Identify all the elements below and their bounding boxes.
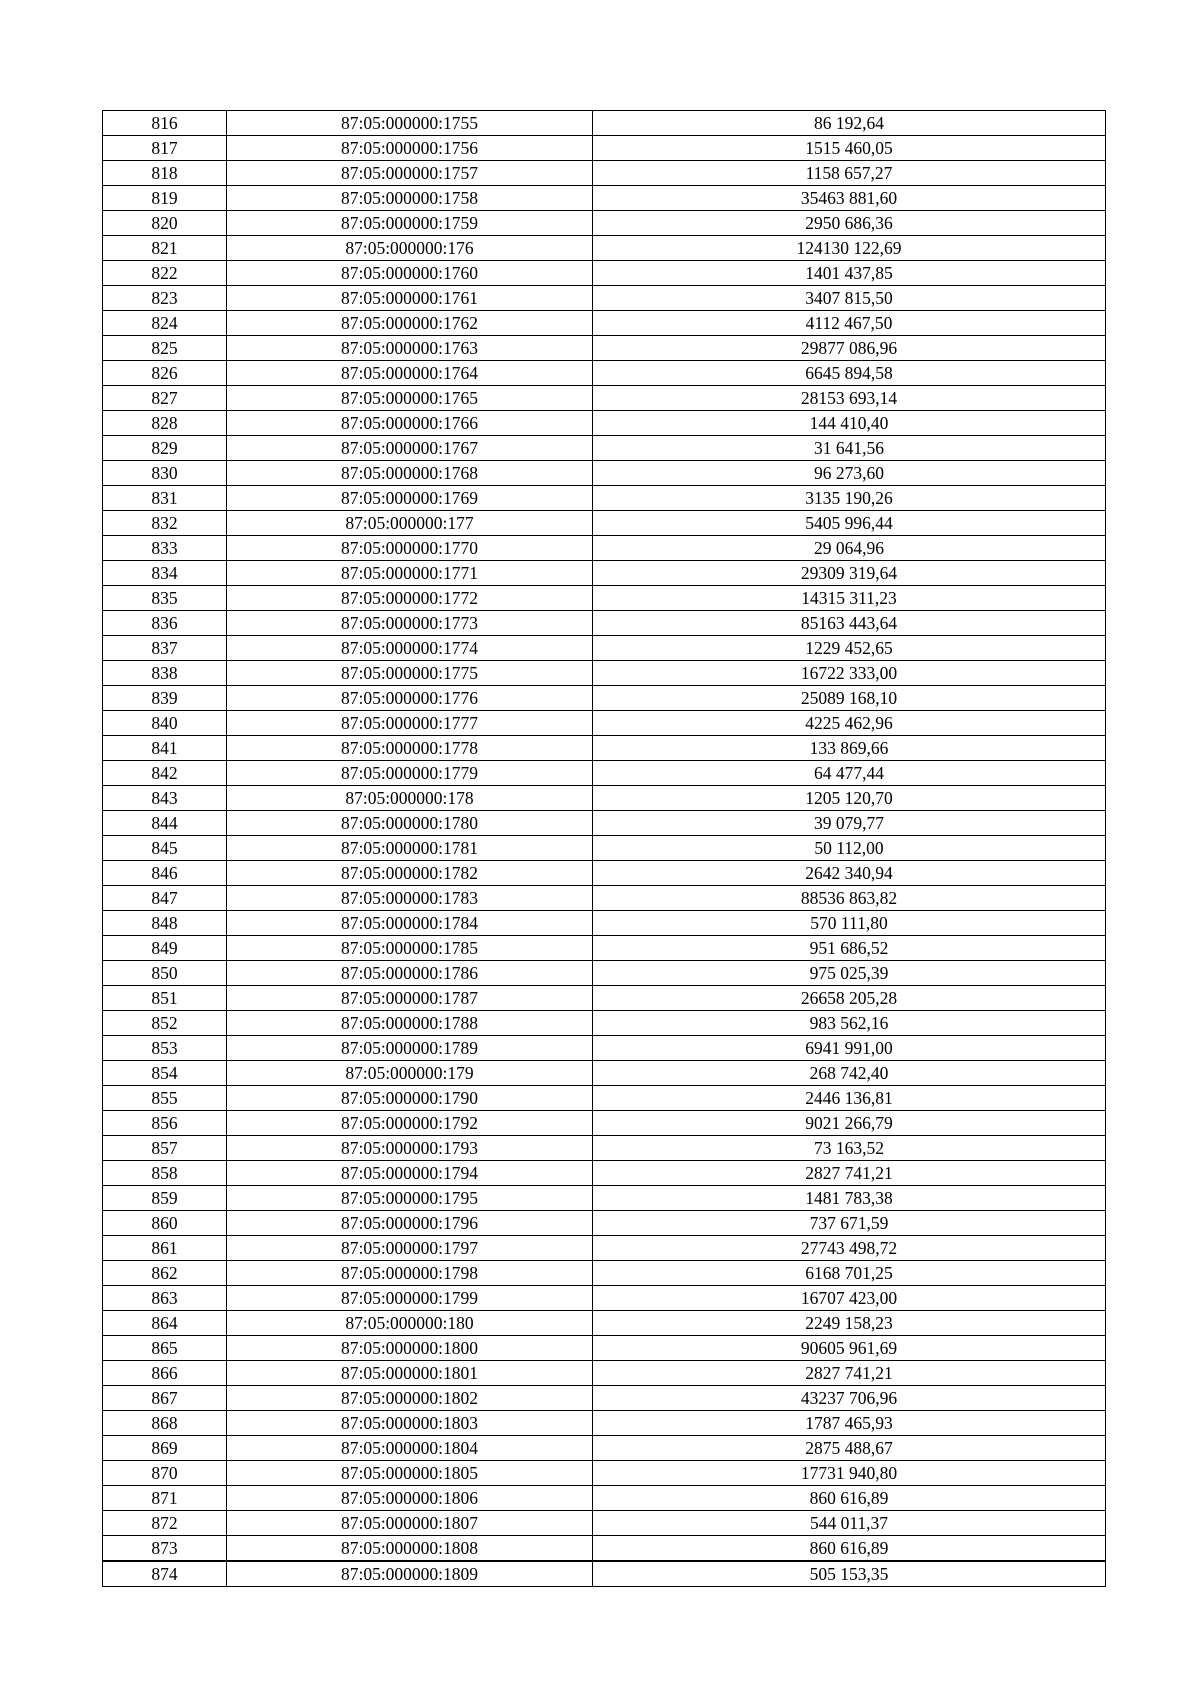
- cadastral-value-cell: 28153 693,14: [593, 386, 1106, 411]
- table-row: [103, 1161, 1106, 1186]
- cadastral-value-cell: 3407 815,50: [593, 286, 1106, 311]
- row-number-cell: 816: [103, 111, 227, 136]
- table-row: [103, 1411, 1106, 1436]
- cadastral-value-cell: 14315 311,23: [593, 586, 1106, 611]
- row-number-cell: 857: [103, 1136, 227, 1161]
- cadastral-value-cell: 43237 706,96: [593, 1386, 1106, 1411]
- cadastral-number-cell: 87:05:000000:1762: [227, 311, 593, 336]
- cadastral-number-cell: 87:05:000000:1767: [227, 436, 593, 461]
- cadastral-value-cell: 16722 333,00: [593, 661, 1106, 686]
- row-number-cell: 851: [103, 986, 227, 1011]
- table-row: [103, 261, 1106, 286]
- cadastral-number-cell: 87:05:000000:1768: [227, 461, 593, 486]
- table-row: [103, 1186, 1106, 1211]
- cadastral-value-cell: 1481 783,38: [593, 1186, 1106, 1211]
- cadastral-value-cell: 1515 460,05: [593, 136, 1106, 161]
- table-row: [103, 1511, 1106, 1536]
- table-row: [103, 186, 1106, 211]
- cadastral-number-cell: 87:05:000000:1759: [227, 211, 593, 236]
- table-row: [103, 1286, 1106, 1311]
- table-row: [103, 1461, 1106, 1486]
- cadastral-number-cell: 87:05:000000:1784: [227, 911, 593, 936]
- cadastral-value-cell: 144 410,40: [593, 411, 1106, 436]
- cadastral-value-cell: 26658 205,28: [593, 986, 1106, 1011]
- row-number-cell: 867: [103, 1386, 227, 1411]
- row-number-cell: 824: [103, 311, 227, 336]
- row-number-cell: 870: [103, 1461, 227, 1486]
- cadastral-number-cell: 87:05:000000:1809: [227, 1561, 593, 1587]
- cadastral-value-cell: 17731 940,80: [593, 1461, 1106, 1486]
- cadastral-number-cell: 87:05:000000:1802: [227, 1386, 593, 1411]
- cadastral-value-cell: 9021 266,79: [593, 1111, 1106, 1136]
- table-row: [103, 1236, 1106, 1261]
- table-row: [103, 1061, 1106, 1086]
- cadastral-value-cell: 64 477,44: [593, 761, 1106, 786]
- table-row: [103, 861, 1106, 886]
- table-row: [103, 1311, 1106, 1336]
- cadastral-number-cell: 87:05:000000:1788: [227, 1011, 593, 1036]
- cadastral-number-cell: 87:05:000000:176: [227, 236, 593, 261]
- cadastral-value-cell: 544 011,37: [593, 1511, 1106, 1536]
- table-row: [103, 1486, 1106, 1511]
- cadastral-number-cell: 87:05:000000:1804: [227, 1436, 593, 1461]
- cadastral-value-cell: 96 273,60: [593, 461, 1106, 486]
- row-number-cell: 820: [103, 211, 227, 236]
- table-row: [103, 611, 1106, 636]
- cadastral-value-cell: 29 064,96: [593, 536, 1106, 561]
- table-row: [103, 1011, 1106, 1036]
- table-row: [103, 286, 1106, 311]
- table-body: [103, 111, 1106, 1587]
- cadastral-number-cell: 87:05:000000:1763: [227, 336, 593, 361]
- row-number-cell: 860: [103, 1211, 227, 1236]
- table-row: [103, 1336, 1106, 1361]
- cadastral-value-cell: 2642 340,94: [593, 861, 1106, 886]
- cadastral-number-cell: 87:05:000000:1785: [227, 936, 593, 961]
- cadastral-number-cell: 87:05:000000:1789: [227, 1036, 593, 1061]
- cadastral-value-table: [102, 110, 1106, 1587]
- table-row: [103, 111, 1106, 136]
- table-row: [103, 811, 1106, 836]
- cadastral-number-cell: 87:05:000000:1772: [227, 586, 593, 611]
- cadastral-number-cell: 87:05:000000:1764: [227, 361, 593, 386]
- table-row: [103, 436, 1106, 461]
- table-row: [103, 1561, 1106, 1587]
- cadastral-number-cell: 87:05:000000:1766: [227, 411, 593, 436]
- row-number-cell: 861: [103, 1236, 227, 1261]
- row-number-cell: 854: [103, 1061, 227, 1086]
- cadastral-number-cell: 87:05:000000:1787: [227, 986, 593, 1011]
- cadastral-value-cell: 2827 741,21: [593, 1361, 1106, 1386]
- cadastral-number-cell: 87:05:000000:1775: [227, 661, 593, 686]
- cadastral-value-cell: 6168 701,25: [593, 1261, 1106, 1286]
- cadastral-value-cell: 73 163,52: [593, 1136, 1106, 1161]
- table-row: [103, 786, 1106, 811]
- cadastral-value-cell: 88536 863,82: [593, 886, 1106, 911]
- row-number-cell: 834: [103, 561, 227, 586]
- cadastral-number-cell: 87:05:000000:1797: [227, 1236, 593, 1261]
- row-number-cell: 840: [103, 711, 227, 736]
- table-row: [103, 886, 1106, 911]
- cadastral-value-cell: 29309 319,64: [593, 561, 1106, 586]
- cadastral-number-cell: 87:05:000000:179: [227, 1061, 593, 1086]
- table-row: [103, 1361, 1106, 1386]
- row-number-cell: 871: [103, 1486, 227, 1511]
- row-number-cell: 831: [103, 486, 227, 511]
- cadastral-number-cell: 87:05:000000:1771: [227, 561, 593, 586]
- cadastral-value-cell: 1205 120,70: [593, 786, 1106, 811]
- cadastral-value-cell: 983 562,16: [593, 1011, 1106, 1036]
- row-number-cell: 826: [103, 361, 227, 386]
- table-row: [103, 361, 1106, 386]
- cadastral-value-cell: 2875 488,67: [593, 1436, 1106, 1461]
- table-row: [103, 636, 1106, 661]
- cadastral-value-cell: 4112 467,50: [593, 311, 1106, 336]
- row-number-cell: 822: [103, 261, 227, 286]
- row-number-cell: 846: [103, 861, 227, 886]
- row-number-cell: 833: [103, 536, 227, 561]
- table-row: [103, 1261, 1106, 1286]
- cadastral-value-cell: 5405 996,44: [593, 511, 1106, 536]
- row-number-cell: 843: [103, 786, 227, 811]
- cadastral-number-cell: 87:05:000000:1783: [227, 886, 593, 911]
- cadastral-value-cell: 90605 961,69: [593, 1336, 1106, 1361]
- row-number-cell: 844: [103, 811, 227, 836]
- cadastral-number-cell: 87:05:000000:1800: [227, 1336, 593, 1361]
- cadastral-value-cell: 86 192,64: [593, 111, 1106, 136]
- table-row: [103, 1211, 1106, 1236]
- cadastral-number-cell: 87:05:000000:1774: [227, 636, 593, 661]
- table-row: [103, 911, 1106, 936]
- cadastral-number-cell: 87:05:000000:1786: [227, 961, 593, 986]
- cadastral-number-cell: 87:05:000000:1796: [227, 1211, 593, 1236]
- cadastral-value-cell: 951 686,52: [593, 936, 1106, 961]
- cadastral-number-cell: 87:05:000000:1795: [227, 1186, 593, 1211]
- cadastral-number-cell: 87:05:000000:1756: [227, 136, 593, 161]
- row-number-cell: 838: [103, 661, 227, 686]
- table-row: [103, 136, 1106, 161]
- table-row: [103, 1136, 1106, 1161]
- table-row: [103, 336, 1106, 361]
- cadastral-number-cell: 87:05:000000:1760: [227, 261, 593, 286]
- table-row: [103, 161, 1106, 186]
- row-number-cell: 818: [103, 161, 227, 186]
- row-number-cell: 868: [103, 1411, 227, 1436]
- cadastral-number-cell: 87:05:000000:1761: [227, 286, 593, 311]
- cadastral-value-cell: 570 111,80: [593, 911, 1106, 936]
- cadastral-value-cell: 29877 086,96: [593, 336, 1106, 361]
- cadastral-number-cell: 87:05:000000:1782: [227, 861, 593, 886]
- table-row: [103, 211, 1106, 236]
- row-number-cell: 858: [103, 1161, 227, 1186]
- row-number-cell: 859: [103, 1186, 227, 1211]
- table-row: [103, 1536, 1106, 1562]
- cadastral-value-cell: 39 079,77: [593, 811, 1106, 836]
- cadastral-value-cell: 31 641,56: [593, 436, 1106, 461]
- cadastral-value-cell: 3135 190,26: [593, 486, 1106, 511]
- table-row: [103, 661, 1106, 686]
- table-row: [103, 536, 1106, 561]
- cadastral-value-cell: 6645 894,58: [593, 361, 1106, 386]
- row-number-cell: 863: [103, 1286, 227, 1311]
- cadastral-number-cell: 87:05:000000:1773: [227, 611, 593, 636]
- cadastral-number-cell: 87:05:000000:1757: [227, 161, 593, 186]
- table-row: [103, 936, 1106, 961]
- row-number-cell: 817: [103, 136, 227, 161]
- table-row: [103, 961, 1106, 986]
- cadastral-value-cell: 85163 443,64: [593, 611, 1106, 636]
- cadastral-value-cell: 133 869,66: [593, 736, 1106, 761]
- row-number-cell: 821: [103, 236, 227, 261]
- row-number-cell: 856: [103, 1111, 227, 1136]
- table-row: [103, 586, 1106, 611]
- cadastral-value-cell: 6941 991,00: [593, 1036, 1106, 1061]
- table-row: [103, 711, 1106, 736]
- row-number-cell: 827: [103, 386, 227, 411]
- row-number-cell: 825: [103, 336, 227, 361]
- table-row: [103, 511, 1106, 536]
- table-row: [103, 1086, 1106, 1111]
- cadastral-number-cell: 87:05:000000:1755: [227, 111, 593, 136]
- table-row: [103, 1386, 1106, 1411]
- cadastral-number-cell: 87:05:000000:1758: [227, 186, 593, 211]
- cadastral-value-cell: 124130 122,69: [593, 236, 1106, 261]
- cadastral-value-cell: 2950 686,36: [593, 211, 1106, 236]
- cadastral-value-cell: 1401 437,85: [593, 261, 1106, 286]
- cadastral-number-cell: 87:05:000000:1781: [227, 836, 593, 861]
- row-number-cell: 866: [103, 1361, 227, 1386]
- cadastral-value-cell: 860 616,89: [593, 1486, 1106, 1511]
- table-row: [103, 1111, 1106, 1136]
- row-number-cell: 872: [103, 1511, 227, 1536]
- cadastral-number-cell: 87:05:000000:177: [227, 511, 593, 536]
- row-number-cell: 850: [103, 961, 227, 986]
- row-number-cell: 873: [103, 1536, 227, 1562]
- table-row: [103, 686, 1106, 711]
- cadastral-number-cell: 87:05:000000:1777: [227, 711, 593, 736]
- table-row: [103, 736, 1106, 761]
- cadastral-value-cell: 50 112,00: [593, 836, 1106, 861]
- table-row: [103, 1436, 1106, 1461]
- cadastral-value-cell: 975 025,39: [593, 961, 1106, 986]
- cadastral-value-cell: 27743 498,72: [593, 1236, 1106, 1261]
- row-number-cell: 823: [103, 286, 227, 311]
- cadastral-number-cell: 87:05:000000:1770: [227, 536, 593, 561]
- cadastral-value-cell: 16707 423,00: [593, 1286, 1106, 1311]
- row-number-cell: 855: [103, 1086, 227, 1111]
- row-number-cell: 862: [103, 1261, 227, 1286]
- row-number-cell: 836: [103, 611, 227, 636]
- row-number-cell: 832: [103, 511, 227, 536]
- table-row: [103, 461, 1106, 486]
- row-number-cell: 852: [103, 1011, 227, 1036]
- cadastral-value-cell: 1229 452,65: [593, 636, 1106, 661]
- row-number-cell: 869: [103, 1436, 227, 1461]
- cadastral-number-cell: 87:05:000000:1794: [227, 1161, 593, 1186]
- row-number-cell: 841: [103, 736, 227, 761]
- row-number-cell: 835: [103, 586, 227, 611]
- cadastral-number-cell: 87:05:000000:1779: [227, 761, 593, 786]
- table-row: [103, 486, 1106, 511]
- row-number-cell: 837: [103, 636, 227, 661]
- cadastral-value-cell: 1787 465,93: [593, 1411, 1106, 1436]
- row-number-cell: 830: [103, 461, 227, 486]
- row-number-cell: 819: [103, 186, 227, 211]
- cadastral-number-cell: 87:05:000000:1798: [227, 1261, 593, 1286]
- cadastral-number-cell: 87:05:000000:1793: [227, 1136, 593, 1161]
- row-number-cell: 849: [103, 936, 227, 961]
- table-row: [103, 236, 1106, 261]
- cadastral-number-cell: 87:05:000000:1792: [227, 1111, 593, 1136]
- cadastral-value-cell: 25089 168,10: [593, 686, 1106, 711]
- cadastral-number-cell: 87:05:000000:1776: [227, 686, 593, 711]
- row-number-cell: 853: [103, 1036, 227, 1061]
- row-number-cell: 864: [103, 1311, 227, 1336]
- cadastral-value-cell: 268 742,40: [593, 1061, 1106, 1086]
- table-row: [103, 411, 1106, 436]
- cadastral-value-cell: 35463 881,60: [593, 186, 1106, 211]
- cadastral-value-cell: 2446 136,81: [593, 1086, 1106, 1111]
- row-number-cell: 845: [103, 836, 227, 861]
- cadastral-value-cell: 1158 657,27: [593, 161, 1106, 186]
- cadastral-number-cell: 87:05:000000:1780: [227, 811, 593, 836]
- row-number-cell: 847: [103, 886, 227, 911]
- cadastral-value-cell: 4225 462,96: [593, 711, 1106, 736]
- cadastral-number-cell: 87:05:000000:1778: [227, 736, 593, 761]
- cadastral-number-cell: 87:05:000000:1807: [227, 1511, 593, 1536]
- cadastral-value-cell: 2827 741,21: [593, 1161, 1106, 1186]
- cadastral-number-cell: 87:05:000000:1806: [227, 1486, 593, 1511]
- cadastral-number-cell: 87:05:000000:1803: [227, 1411, 593, 1436]
- row-number-cell: 839: [103, 686, 227, 711]
- cadastral-number-cell: 87:05:000000:1790: [227, 1086, 593, 1111]
- cadastral-number-cell: 87:05:000000:1805: [227, 1461, 593, 1486]
- table-row: [103, 561, 1106, 586]
- cadastral-number-cell: 87:05:000000:180: [227, 1311, 593, 1336]
- row-number-cell: 865: [103, 1336, 227, 1361]
- cadastral-number-cell: 87:05:000000:1765: [227, 386, 593, 411]
- table-row: [103, 311, 1106, 336]
- cadastral-number-cell: 87:05:000000:1769: [227, 486, 593, 511]
- table-row: [103, 836, 1106, 861]
- cadastral-number-cell: 87:05:000000:178: [227, 786, 593, 811]
- row-number-cell: 848: [103, 911, 227, 936]
- row-number-cell: 874: [103, 1561, 227, 1587]
- table-row: [103, 986, 1106, 1011]
- cadastral-number-cell: 87:05:000000:1799: [227, 1286, 593, 1311]
- row-number-cell: 828: [103, 411, 227, 436]
- table-row: [103, 386, 1106, 411]
- cadastral-value-cell: 505 153,35: [593, 1561, 1106, 1587]
- cadastral-number-cell: 87:05:000000:1801: [227, 1361, 593, 1386]
- cadastral-value-cell: 2249 158,23: [593, 1311, 1106, 1336]
- table-row: [103, 761, 1106, 786]
- cadastral-value-cell: 860 616,89: [593, 1536, 1106, 1562]
- cadastral-number-cell: 87:05:000000:1808: [227, 1536, 593, 1562]
- row-number-cell: 842: [103, 761, 227, 786]
- table-row: [103, 1036, 1106, 1061]
- row-number-cell: 829: [103, 436, 227, 461]
- cadastral-value-cell: 737 671,59: [593, 1211, 1106, 1236]
